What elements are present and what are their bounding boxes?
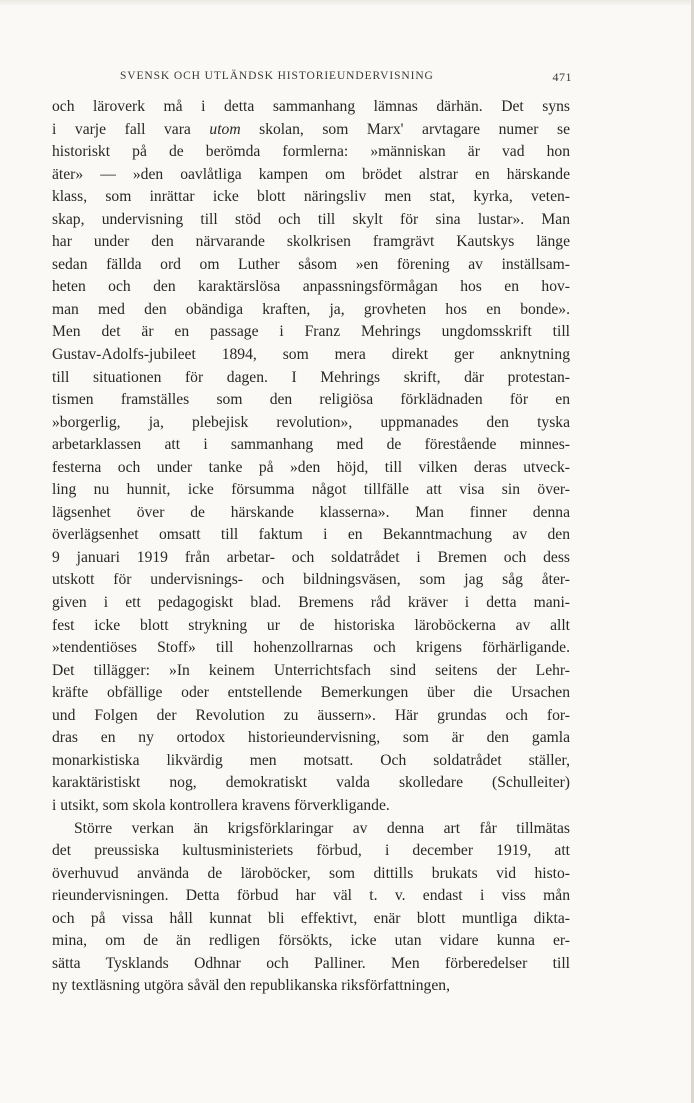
text-line: given i ett pedagogiskt blad. Bremens råd kräver i detta mani- (52, 594, 570, 612)
text-line: monarkistiska likvärdig men motsatt. Och soldatrådet ställer, (52, 751, 570, 769)
text-line: och på vissa håll kunnat bli effektivt, enär blott muntliga dikta- (52, 909, 570, 927)
text-line: lägsenhet över de härskande klasserna». Man finner denna (52, 503, 570, 521)
text-line: överlägsenhet omsatt till faktum i en Bekanntmachung av den (52, 526, 570, 544)
text-line: man med den obändiga kraften, ja, grovheten hos en bonde». (52, 300, 570, 318)
text-line: i varje fall vara utom skolan, som Marx' arvtagare numer se (52, 120, 571, 138)
body-text (52, 96, 570, 998)
text-line: heten och den karaktärslösa anpassningsförmågan hos en hov- (52, 278, 570, 296)
text-line: Det tillägger: »In keinem Unterrichtsfach sind seitens der Lehr- (52, 661, 570, 679)
text-line: skap, undervisning till stöd och till skylt för sina lustar». Man (52, 210, 570, 228)
running-header (120, 70, 572, 90)
text-line: Större verkan än krigsförklaringar av denna art får tillmätas (74, 819, 570, 837)
text-line: rieundervisningen. Detta förbud har väl t. v. endast i viss mån (52, 887, 570, 905)
text-line: kräfte obfällige oder entstellende Bemerkungen über die Ursachen (52, 684, 570, 702)
text-line: Men det är en passage i Franz Mehrings ungdomsskrift till (52, 323, 570, 341)
text-line: äter» — »den oavlåtliga kampen om brödet alstrar en härskande (52, 165, 570, 183)
emphasized-word: utom (209, 120, 241, 138)
page-number: 471 (552, 70, 572, 84)
text-line: har under den närvarande skolkrisen framgrävt Kautskys länge (52, 233, 570, 251)
text-line: Gustav-Adolfs-jubileet 1894, som mera direkt ger anknytning (52, 346, 570, 364)
text-line: mina, om de än redligen försökts, icke utan vidare kunna er- (52, 932, 570, 950)
text-line: dras en ny ortodox historieundervisning, som är den gamla (52, 729, 570, 747)
running-header-title: SVENSK OCH UTLÄNDSK HISTORIEUNDERVISNING (120, 70, 434, 82)
text-line: överhuvud använda de läroböcker, som dittills brukats vid histo- (52, 864, 570, 882)
text-line: tismen framställes som den religiösa förklädnaden för en (52, 391, 570, 409)
text-line: sedan fällda ord om Luther såsom »en förening av inställsam- (52, 255, 570, 273)
text-line: det preussiska kultusministeriets förbud, i december 1919, att (52, 842, 570, 860)
text-line: festerna och under tanke på »den höjd, till vilken deras utveck- (52, 458, 570, 476)
text-line: sätta Tysklands Odhnar och Palliner. Men förberedelser till (52, 954, 570, 972)
text-line: i utsikt, som skola kontrollera kravens förverkligande. (52, 796, 390, 814)
text-line: arbetarklassen att i sammanhang med de förestående minnes- (52, 436, 570, 454)
text-line: ny textläsning utgöra såväl den republikanska riksförfattningen, (52, 977, 450, 995)
text-line: klass, som inrättar icke blott näringsliv men stat, kyrka, veten- (52, 188, 570, 206)
text-line: ling nu hunnit, icke försumma något tillfälle att visa sin över- (52, 481, 570, 499)
text-line: »tendentiöses Stoff» till hohenzollrarnas och krigens förhärligande. (52, 639, 570, 657)
text-line: och läroverk må i detta sammanhang lämnas därhän. Det syns (52, 98, 570, 115)
text-line: 9 januari 1919 från arbetar- och soldatrådet i Bremen och dess (52, 548, 570, 566)
text-line: karaktäristiskt nog, demokratiskt valda skolledare (Schulleiter) (52, 774, 570, 792)
text-line: und Folgen der Revolution zu äussern». Här grundas och for- (52, 706, 570, 724)
text-line: »borgerlig, ja, plebejisk revolution», uppmanades den tyska (52, 413, 570, 431)
text-line: till situationen för dagen. I Mehrings skrift, där protestan- (52, 368, 570, 386)
text-line: historiskt på de berömda formlerna: »människan är vad hon (52, 143, 570, 161)
page-top-shadow (0, 0, 694, 6)
text-line: fest icke blott strykning ur de historiska läroböckerna av allt (52, 616, 570, 634)
text-line: utskott för undervisnings- och bildningsväsen, som jag såg åter- (52, 571, 570, 589)
